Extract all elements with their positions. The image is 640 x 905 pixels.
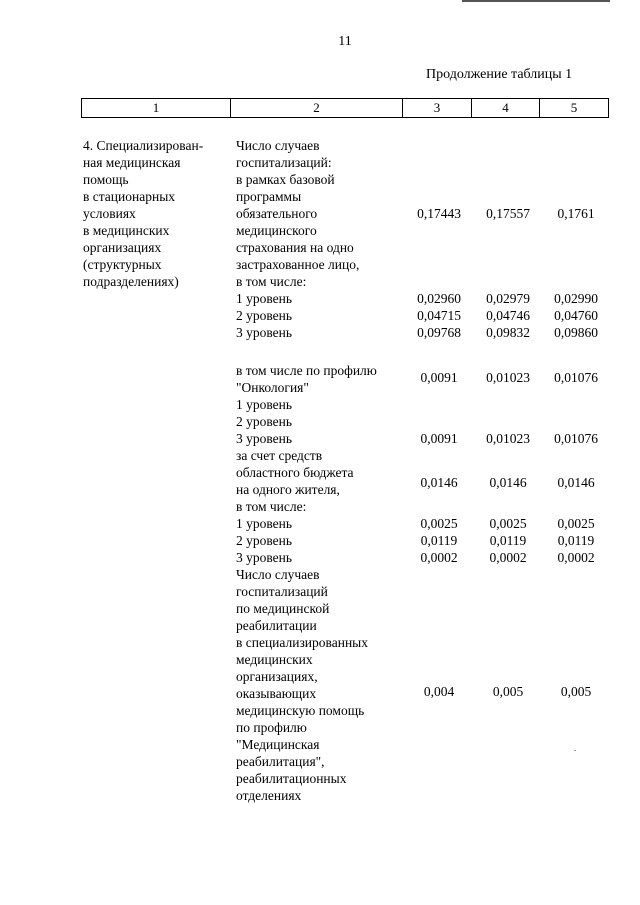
value-cell-col4: 0,0002 [489,550,527,565]
section-title-line: 4. Специализирован- [83,138,204,153]
indicator-line: по профилю [236,720,307,735]
section-title-line: в медицинских [83,223,170,238]
indicator-line: Число случаев [236,567,320,582]
value-cell-col5: 0,02990 [554,291,598,306]
value-cell-col3: 0,0025 [420,516,458,531]
col-header-1: 1 [82,99,231,118]
indicator-line: оказывающих [236,686,317,701]
col-header-2: 2 [231,99,403,118]
indicator-line: 3 уровень [236,550,293,565]
value-cell-col5: 0,09860 [554,325,598,340]
section-title-line: в стационарных [83,189,176,204]
top-rule [462,0,610,2]
col-header-3: 3 [403,99,472,118]
indicator-line: страхования на одно [236,240,354,255]
indicator-line: программы [236,189,302,204]
value-cell-col3: 0,02960 [417,291,461,306]
section-title [83,137,203,290]
indicator-line: 1 уровень [236,516,293,531]
indicator-line: в рамках базовой [236,172,335,187]
indicator-line: застрахованное лицо, [236,257,360,272]
value-cell-col3: 0,0146 [420,475,458,490]
indicator-line: 3 уровень [236,431,293,446]
indicator-line: медицинского [236,223,317,238]
value-cell-col4: 0,02979 [486,291,530,306]
value-cell-col4: 0,0025 [489,516,527,531]
value-cell-col4: 0,0146 [489,475,527,490]
indicator-line: 2 уровень [236,308,293,323]
indicator-line: "Медицинская [236,737,320,752]
section-title-line: подразделениях) [83,274,179,289]
value-cell-col5: 0,01076 [554,431,598,446]
value-cell-col5: 0,01076 [554,370,598,385]
value-cell-col5: 0,0002 [557,550,595,565]
indicator-line: "Онкология" [236,380,309,395]
indicator-line: 2 уровень [236,414,293,429]
indicator-line: обязательного [236,206,318,221]
indicator-block-base [236,137,359,341]
indicator-line: на одного жителя, [236,482,340,497]
indicator-line: отделениях [236,788,302,803]
indicator-line: по медицинской [236,601,330,616]
indicator-line: Число случаев [236,138,320,153]
value-cell-col4: 0,01023 [486,431,530,446]
col-header-4: 4 [472,99,540,118]
value-cell-col5: 0,005 [560,684,592,699]
page-number: 11 [338,34,352,49]
value-cell-col5: 0,0146 [557,475,595,490]
scan-speck [574,750,576,751]
value-cell-col3: 0,0091 [420,431,458,446]
section-title-line: условиях [83,206,136,221]
indicator-line: 3 уровень [236,325,293,340]
indicator-line: реабилитационных [236,771,347,786]
indicator-line: в том числе по профилю [236,363,377,378]
section-title-line: организациях [83,240,162,255]
value-cell-col5: 0,1761 [557,206,595,221]
value-cell-col5: 0,0119 [557,533,595,548]
section-title-line: ная медицинская [83,155,181,170]
table-header [81,98,609,118]
indicator-line: реабилитации [236,618,317,633]
value-cell-col3: 0,09768 [417,325,461,340]
value-cell-col4: 0,04746 [486,308,530,323]
indicator-line: госпитализаций [236,584,328,599]
value-cell-col3: 0,0002 [420,550,458,565]
value-cell-col3: 0,0119 [420,533,458,548]
col-header-5: 5 [540,99,609,118]
value-cell-col5: 0,0025 [557,516,595,531]
indicator-line: медицинских [236,652,313,667]
value-cell-col4: 0,01023 [486,370,530,385]
indicator-line: за счет средств [236,448,323,463]
indicator-line: областного бюджета [236,465,354,480]
value-cell-col4: 0,005 [492,684,524,699]
value-cell-col4: 0,09832 [486,325,530,340]
section-title-line: помощь [83,172,129,187]
indicator-line: 1 уровень [236,397,293,412]
table-continuation-label: Продолжение таблицы 1 [426,67,573,82]
indicator-line: 2 уровень [236,533,293,548]
indicator-line: реабилитация", [236,754,325,769]
value-cell-col5: 0,04760 [554,308,598,323]
value-cell-col4: 0,0119 [489,533,527,548]
indicator-line: в том числе: [236,274,307,289]
indicator-line: 1 уровень [236,291,293,306]
indicator-block-oncology [236,362,377,804]
value-cell-col4: 0,17557 [486,206,530,221]
indicator-line: медицинскую помощь [236,703,365,718]
indicator-line: в специализированных [236,635,368,650]
indicator-line: организациях, [236,669,318,684]
section-title-line: (структурных [83,257,162,272]
value-cell-col3: 0,04715 [417,308,461,323]
indicator-line: госпитализаций: [236,155,332,170]
value-cell-col3: 0,0091 [420,370,458,385]
value-cell-col3: 0,004 [423,684,455,699]
value-cell-col3: 0,17443 [417,206,461,221]
indicator-line: в том числе: [236,499,307,514]
